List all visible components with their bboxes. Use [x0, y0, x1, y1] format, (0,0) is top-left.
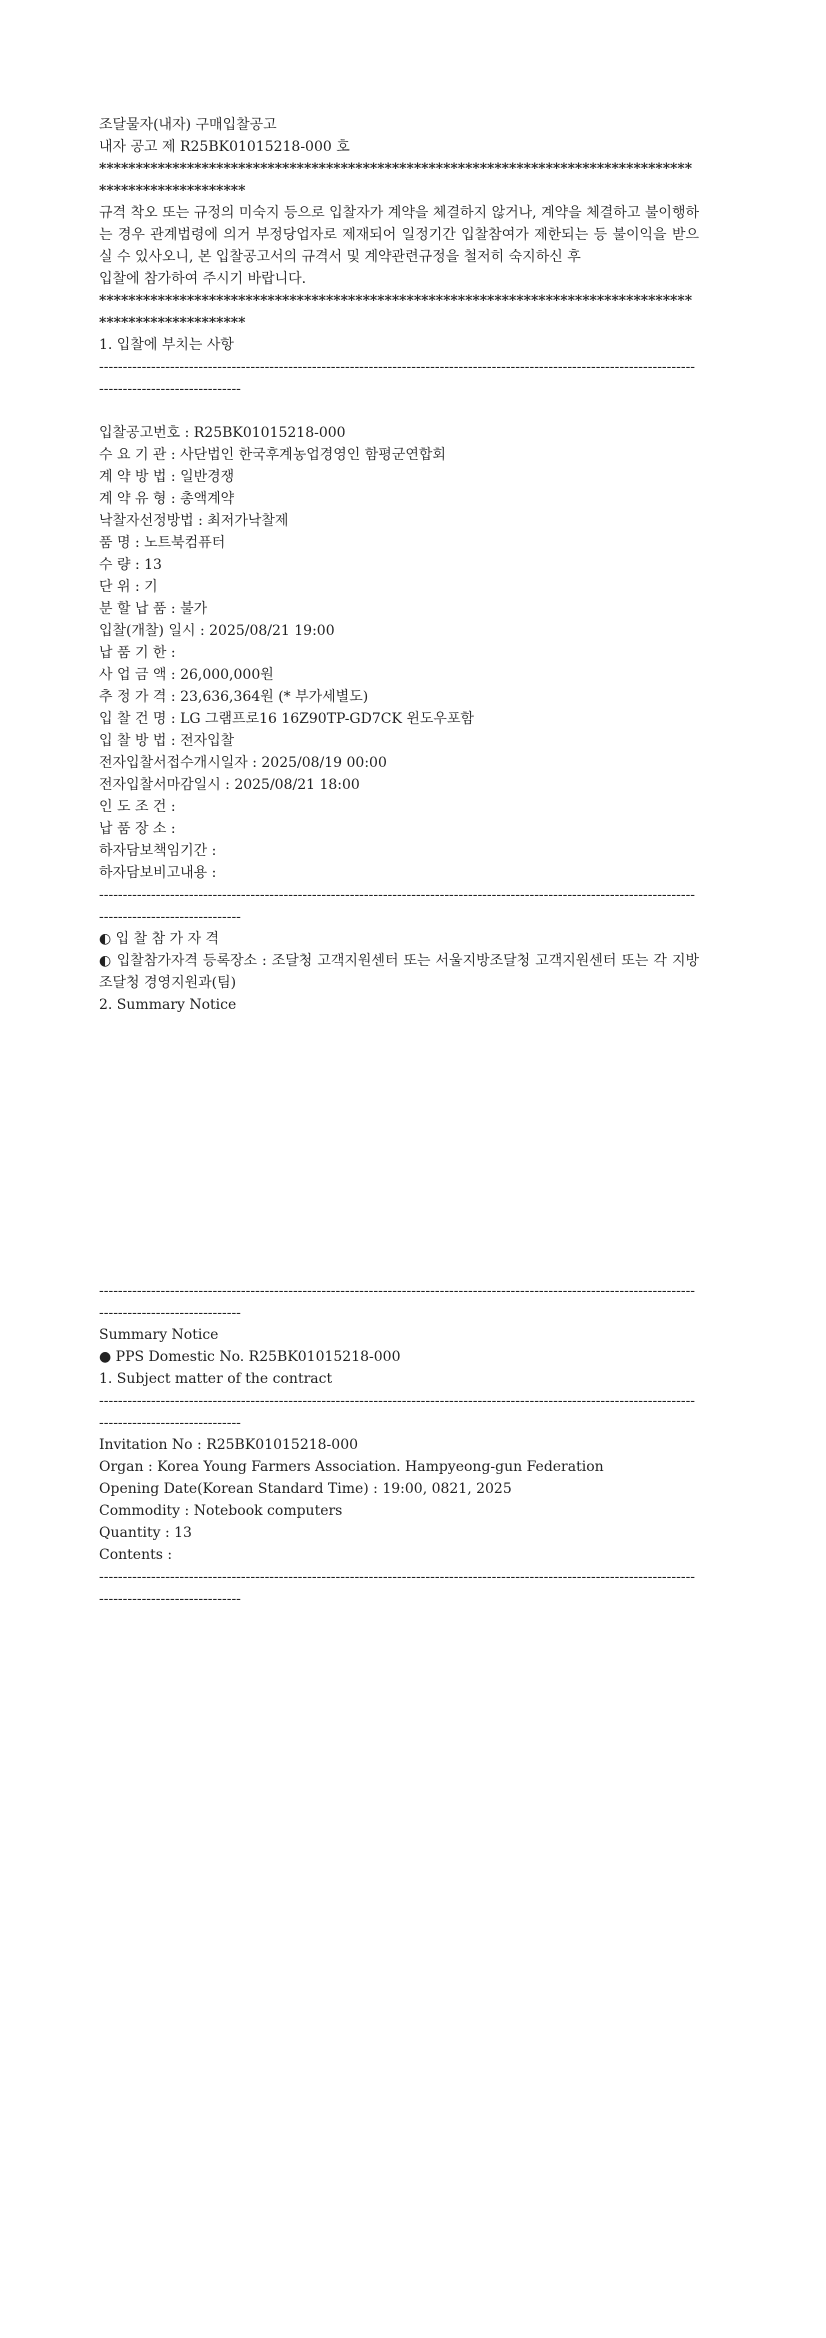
- field-contract-method: 계 약 방 법 : 일반경쟁: [99, 469, 235, 485]
- summary-quantity: Quantity : 13: [99, 1525, 192, 1541]
- field-warranty-period: 하자담보책임기간 :: [99, 843, 217, 859]
- notice-number: 내자 공고 제 R25BK01015218-000 호: [99, 139, 350, 155]
- star-separator: *****************************************************************************************************: [99, 293, 693, 331]
- field-split-delivery: 분 할 납 품 : 불가: [99, 601, 208, 617]
- field-award-method: 낙찰자선정방법 : 최저가낙찰제: [99, 513, 289, 529]
- field-unit: 단 위 : 기: [99, 579, 158, 595]
- field-notice-no: 입찰공고번호 : R25BK01015218-000: [99, 425, 346, 441]
- field-demand-agency: 수 요 기 관 : 사단법인 한국후계농업경영인 함평군연합회: [99, 447, 446, 463]
- dash-separator: ------------------------------------------------------------------------------------------------------------------------------------------------------------: [99, 887, 696, 925]
- field-quantity: 수 량 : 13: [99, 557, 162, 573]
- field-bid-title: 입 찰 건 명 : LG 그램프로16 16Z90TP-GD7CK 윈도우포함: [99, 711, 474, 727]
- dash-separator: ------------------------------------------------------------------------------------------------------------------------------------------------------------: [99, 1569, 696, 1607]
- field-item-name: 품 명 : 노트북컴퓨터: [99, 535, 226, 551]
- field-budget: 사 업 금 액 : 26,000,000원: [99, 667, 274, 683]
- field-submission-start: 전자입찰서접수개시일자 : 2025/08/19 00:00: [99, 755, 387, 771]
- field-submission-deadline: 전자입찰서마감일시 : 2025/08/21 18:00: [99, 777, 360, 793]
- dash-separator: ------------------------------------------------------------------------------------------------------------------------------------------------------------: [99, 1283, 696, 1321]
- dash-separator: ------------------------------------------------------------------------------------------------------------------------------------------------------------: [99, 359, 696, 397]
- summary-contents: Contents :: [99, 1547, 173, 1563]
- document-title: 조달물자(내자) 구매입찰공고: [99, 117, 277, 133]
- summary-title: Summary Notice: [99, 1327, 219, 1343]
- summary-opening-date: Opening Date(Korean Standard Time) : 19:00, 0821, 2025: [99, 1481, 512, 1497]
- field-delivery-place: 납 품 장 소 :: [99, 821, 176, 837]
- qualification-heading: ◐ 입 찰 참 가 자 격: [99, 931, 220, 947]
- field-warranty-remarks: 하자담보비고내용 :: [99, 865, 217, 881]
- section-heading: 1. 입찰에 부치는 사항: [99, 337, 234, 353]
- summary-organ: Organ : Korea Young Farmers Association. Hampyeong-gun Federation: [99, 1459, 604, 1475]
- field-contract-type: 계 약 유 형 : 총액계약: [99, 491, 235, 507]
- field-delivery-deadline: 납 품 기 한 :: [99, 645, 176, 661]
- star-separator: *****************************************************************************************************: [99, 161, 693, 199]
- intro-closing: 입찰에 참가하여 주시기 바랍니다.: [99, 271, 307, 287]
- summary-commodity: Commodity : Notebook computers: [99, 1503, 343, 1519]
- qualification-registration: ◐ 입찰참가자격 등록장소 : 조달청 고객지원센터 또는 서울지방조달청 고객지원센터 또는 각 지방조달청 경영지원과(팀): [99, 953, 699, 991]
- field-bid-method: 입 찰 방 법 : 전자입찰: [99, 733, 235, 749]
- dash-separator: ------------------------------------------------------------------------------------------------------------------------------------------------------------: [99, 1393, 696, 1431]
- blank-space: [99, 1016, 699, 1280]
- pps-number: ● PPS Domestic No. R25BK01015218-000: [99, 1349, 401, 1365]
- section-heading: 2. Summary Notice: [99, 997, 237, 1013]
- field-delivery-terms: 인 도 조 건 :: [99, 799, 176, 815]
- field-estimated-price: 추 정 가 격 : 23,636,364원 (* 부가세별도): [99, 689, 369, 705]
- intro-paragraph: 규격 착오 또는 규정의 미숙지 등으로 입찰자가 계약을 체결하지 않거나, 계약을 체결하고 불이행하는 경우 관계법령에 의거 부정당업자로 제재되어 일정기간 입찰참여가 제한되는 등 불이익을 받으실 수 있사오니, 본 입찰공고서의 규격서 및 계약관련규정을 철저히 숙지하신 후: [99, 205, 699, 265]
- field-opening-datetime: 입찰(개찰) 일시 : 2025/08/21 19:00: [99, 623, 335, 639]
- summary-invitation-no: Invitation No : R25BK01015218-000: [99, 1437, 359, 1453]
- summary-subject: 1. Subject matter of the contract: [99, 1371, 333, 1387]
- notice-body: [99, 114, 699, 1610]
